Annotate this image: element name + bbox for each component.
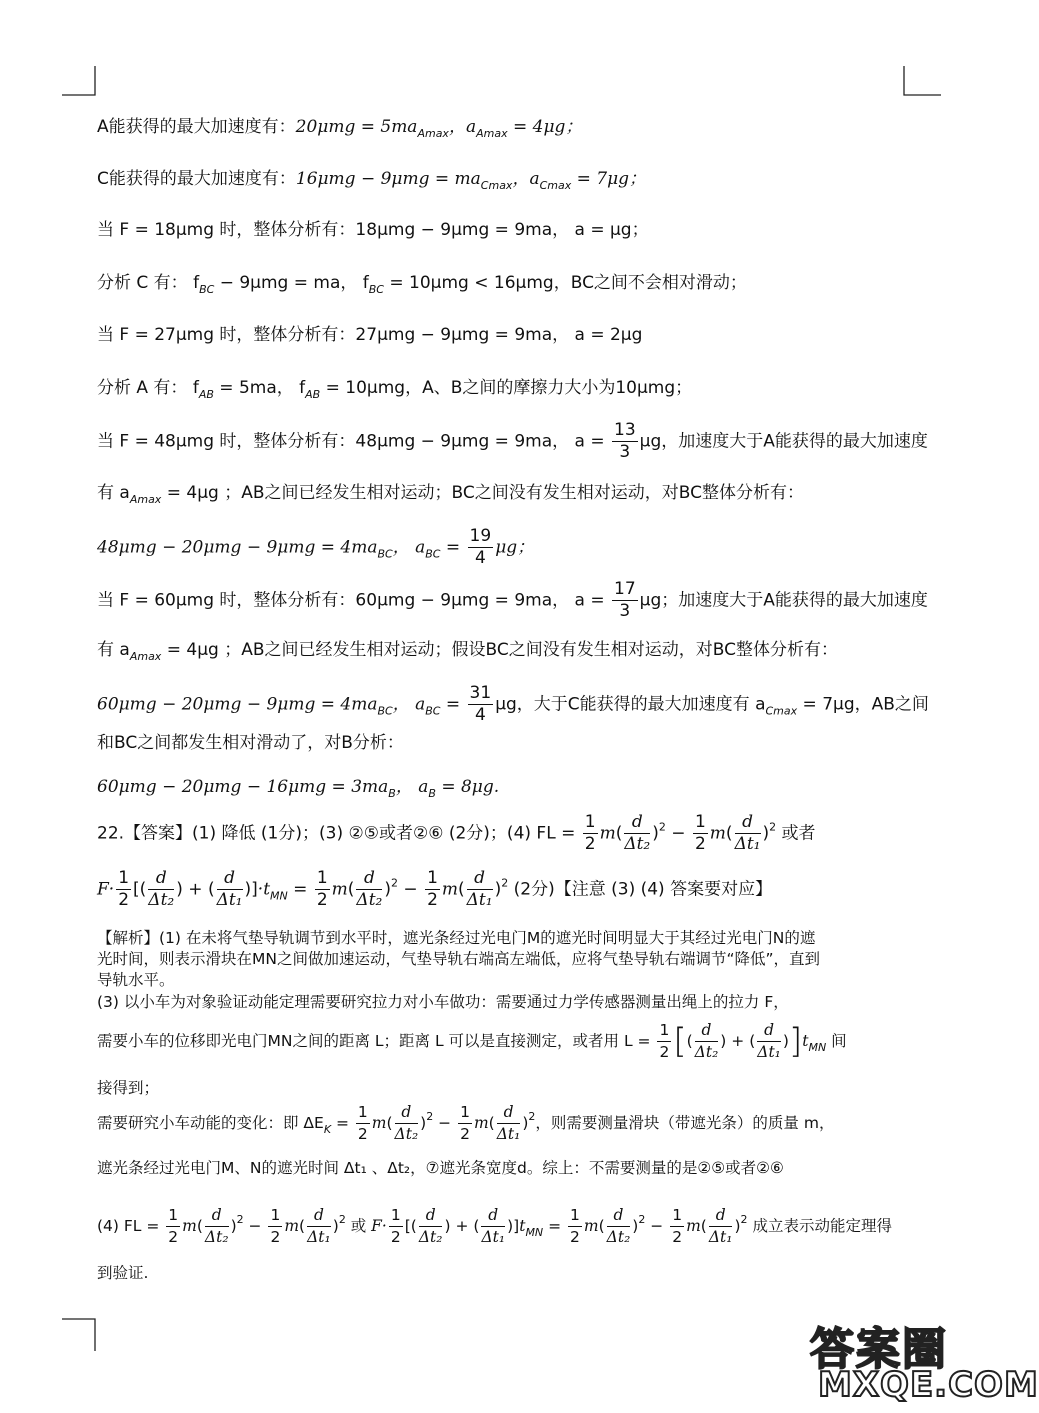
watermark-bottom-text: MXQE.COM: [818, 1365, 1039, 1405]
line-part4: (4) FL = $\frac{1}{2}$ m( $\frac{d}{\text{Δt₂}}$ )$^2$ − $\frac{1}{2}$ m( $\frac{d}{\text{Δt₁}}$ )$^2$ 或 F· $\frac{1}{2}$ [( $\frac{d}{\text{Δt₂}}$ ) + ( $\frac{d}{\text{Δt₁}}$ )]$t_{MN}$ = $\frac{1}{2}$ m( $\frac{d}{\text{Δt₂}}$ )$^2$ − $\frac{1}{2}$ m( $\frac{d}{\text{Δt₁}}$ )$^2$ 成立表示动能定理得: [97, 1206, 892, 1246]
line-analysis-1: 【解析】(1) 在未将气垫导轨调节到水平时，遮光条经过光电门M的遮光时间明显大于其经过光电门N的遮: [97, 929, 816, 947]
line-obtain: 接得到；: [97, 1079, 160, 1097]
line-verified: 到验证.: [97, 1264, 149, 1282]
line-f18: 当 F = 18μmg 时，整体分析有：18μmg − 9μmg = 9ma， a = μg；: [97, 220, 649, 240]
line-bc-eq-48: $48\mu mg - 20\mu mg - 9\mu mg = 4ma_{BC}$， $a_{BC}$ = $\frac{19}{4}$ μg；: [97, 526, 535, 568]
line-analyze-c: 分析 C 有： $f_{BC} - 9\mu mg$ = ma， $f_{BC} = 10\mu mg < 16\mu mg$，BC之间不会相对滑动；: [97, 273, 747, 296]
line-f27: 当 F = 27μmg 时，整体分析有：27μmg − 9μmg = 9ma， a = 2μg: [97, 325, 643, 345]
crop-mark-top-left: [62, 66, 102, 98]
line-analysis-2: 光时间，则表示滑块在MN之间做加速运动，气垫导轨右端高左端低，应将气垫导轨右端调节“降低”，直到: [97, 950, 821, 968]
line-f60: 当 F = 60μmg 时，整体分析有：60μmg − 9μmg = 9ma， a = $\frac{17}{3}$ μg；加速度大于A能获得的最大加速度: [97, 579, 928, 621]
line-c-max-accel: C能获得的最大加速度有：$16\mu mg - 9\mu mg = ma_{Cmax}$，$a_{Cmax} = 7\mu g$；: [97, 169, 647, 192]
watermark-top-text: 答案圈: [810, 1324, 948, 1375]
line-both-slide: 和BC之间都发生相对滑动了，对B分析：: [97, 733, 404, 753]
line-f48: 当 F = 48μmg 时，整体分析有：48μmg − 9μmg = 9ma， a = $\frac{13}{3}$ μg，加速度大于A能获得的最大加速度: [97, 420, 928, 462]
line-analysis-part3: (3) 以小车为对象验证动能定理需要研究拉力对小车做功：需要通过力学传感器测量出绳上的拉力 F，: [97, 993, 789, 1011]
line-kinetic-energy: 需要研究小车动能的变化：即 $\Delta E_K$ = $\frac{1}{2}$ m( $\frac{d}{\text{Δt₂}}$ )$^2$ − $\frac{1}{2}$ m( $\frac{d}{\text{Δt₁}}$ )$^2$，则需要测量滑块（带遮光条）的质量 m，: [97, 1103, 835, 1143]
line-b-analysis: $60\mu mg - 20\mu mg - 16\mu mg = 3ma_B$， $a_B = 8\mu g$.: [97, 777, 500, 800]
line-bc-eq-60: $60\mu mg - 20\mu mg - 9\mu mg = 4ma_{BC}$， $a_{BC}$ = $\frac{31}{4}$ μg，大于C能获得的最大加速度有 $a_{Cmax} = 7\mu g$，AB之间: [97, 683, 929, 725]
line-conclusion-3: 遮光条经过光电门M、N的遮光时间 Δt₁ 、Δt₂，⑦遮光条宽度d。综上：不需要测量的是②⑤或者②⑥: [97, 1159, 784, 1177]
line-ab-relative: 有 $a_{Amax} = 4\mu g$ ；AB之间已经发生相对运动；BC之间没有发生相对运动，对BC整体分析有：: [97, 483, 804, 506]
line-a-max-accel: A能获得的最大加速度有：$20\mu mg = 5ma_{Amax}$，$a_{Amax} = 4\mu g$；: [97, 117, 583, 140]
crop-mark-bottom-left: [62, 1317, 102, 1351]
line-ab-relative-2: 有 $a_{Amax} = 4\mu g$ ；AB之间已经发生相对运动；假设BC之间没有发生相对运动，对BC整体分析有：: [97, 640, 838, 663]
line-analysis-3: 导轨水平。: [97, 971, 175, 989]
site-watermark: [810, 1313, 1039, 1409]
line-distance-l: 需要小车的位移即光电门MN之间的距离 L；距离 L 可以是直接测定，或者用 L = $\frac{1}{2}$ [( $\frac{d}{\text{Δt₂}}$ ) + ( $\frac{d}{\text{Δt₁}}$ )]$t_{MN}$ 间: [97, 1021, 847, 1062]
line-answer-22: 22.【答案】(1) 降低 (1分)；(3) ②⑤或者②⑥ (2分)；(4) FL = $\frac{1}{2}$ m( $\frac{d}{\text{Δt₂}}$ )$^2$ − $\frac{1}{2}$ m( $\frac{d}{\text{Δt₁}}$ )$^2$ 或者: [97, 812, 816, 854]
line-answer-22-alt: F· $\frac{1}{2}$ [( $\frac{d}{\text{Δt₂}}$ ) + ( $\frac{d}{\text{Δt₁}}$ )]$\cdot t_{MN}$ = $\frac{1}{2}$ m( $\frac{d}{\text{Δt₂}}$ )$^2$ − $\frac{1}{2}$ m( $\frac{d}{\text{Δt₁}}$ )$^2$ (2分)【注意 (3) (4) 答案要对应】: [97, 868, 773, 910]
line-analyze-a: 分析 A 有： $f_{AB} = 5ma$， $f_{AB} = 10\mu mg$，A、B之间的摩擦力大小为10μmg；: [97, 378, 693, 401]
crop-mark-top-right: [903, 66, 943, 98]
